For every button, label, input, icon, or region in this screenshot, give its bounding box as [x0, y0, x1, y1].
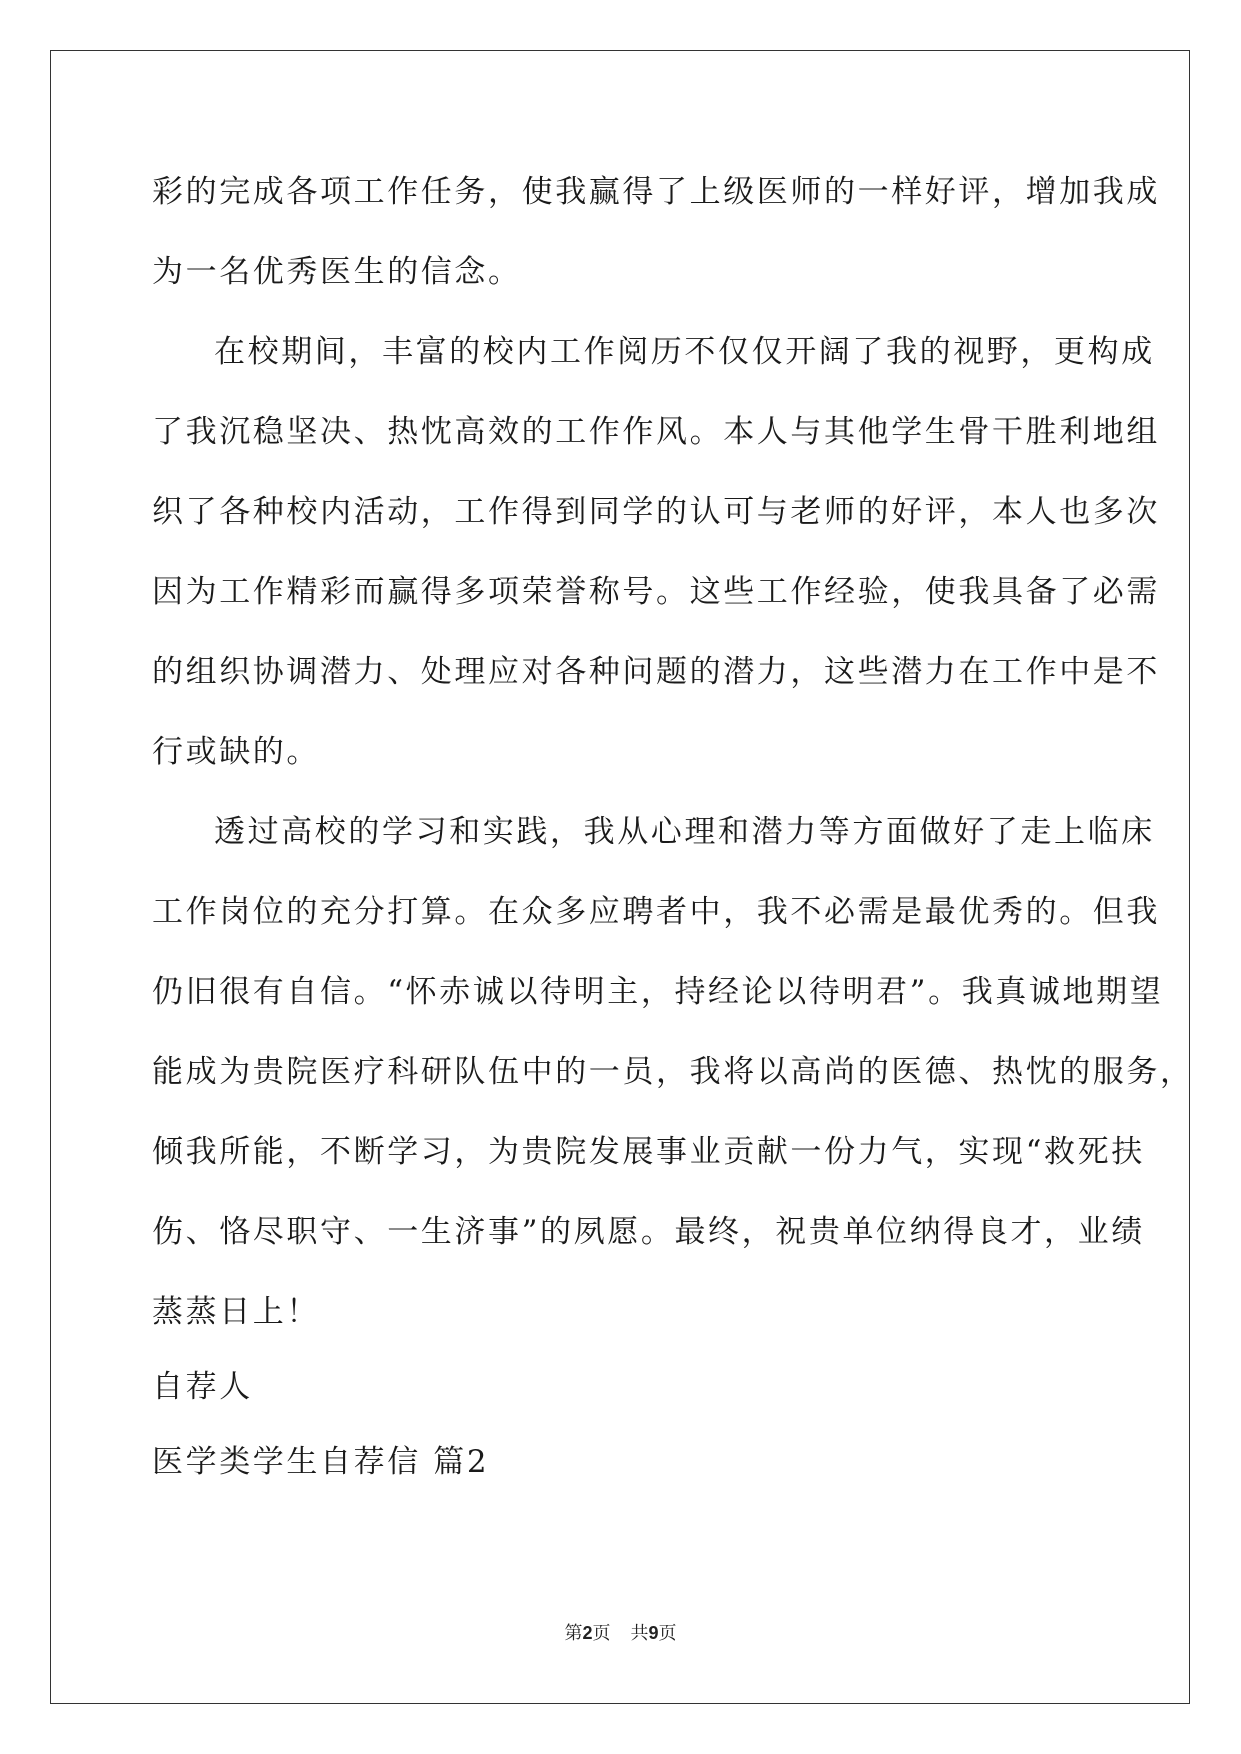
paragraph-line: 为一名优秀医生的信念。	[152, 254, 522, 290]
paragraph-line: 了我沉稳坚决、热忱高效的工作作风。本人与其他学生骨干胜利地组	[152, 414, 1160, 450]
paragraph-line: 在校期间，丰富的校内工作阅历不仅仅开阔了我的视野，更构成	[214, 334, 1155, 370]
signature: 自荐人	[152, 1369, 253, 1405]
paragraph-line: 仍旧很有自信。“怀赤诚以待明主，持经论以待明君”。我真诚地期望	[152, 974, 1164, 1010]
paragraph-line: 因为工作精彩而赢得多项荣誉称号。这些工作经验，使我具备了必需	[152, 574, 1160, 610]
document-body	[152, 158, 1194, 1503]
paragraph-line: 工作岗位的充分打算。在众多应聘者中，我不必需是最优秀的。但我	[152, 894, 1160, 930]
paragraph-line: 的组织协调潜力、处理应对各种问题的潜力，这些潜力在工作中是不	[152, 654, 1160, 690]
paragraph-line: 伤、恪尽职守、一生济事”的夙愿。最终，祝贵单位纳得良才，业绩	[152, 1214, 1145, 1250]
page-current: 2	[582, 1623, 593, 1643]
paragraph-line: 织了各种校内活动，工作得到同学的认可与老师的好评，本人也多次	[152, 494, 1160, 530]
page-footer	[0, 1619, 1241, 1645]
paragraph-line: 能成为贵院医疗科研队伍中的一员，我将以高尚的医德、热忱的服务，	[152, 1054, 1194, 1090]
paragraph-line: 行或缺的。	[152, 734, 320, 770]
paragraph-line: 透过高校的学习和实践，我从心理和潜力等方面做好了走上临床	[214, 814, 1155, 850]
section-heading: 医学类学生自荐信 篇2	[152, 1444, 490, 1480]
total-suffix: 页	[658, 1623, 677, 1644]
paragraph-line: 蒸蒸日上！	[152, 1294, 320, 1330]
page-total: 9	[648, 1623, 659, 1643]
page-prefix: 第	[564, 1623, 583, 1644]
paragraph-line: 倾我所能，不断学习，为贵院发展事业贡献一份力气，实现“救死扶	[152, 1134, 1145, 1170]
page-suffix: 页	[592, 1623, 611, 1644]
paragraph-line: 彩的完成各项工作任务，使我赢得了上级医师的一样好评，增加我成	[152, 174, 1160, 210]
total-prefix: 共	[630, 1623, 649, 1644]
